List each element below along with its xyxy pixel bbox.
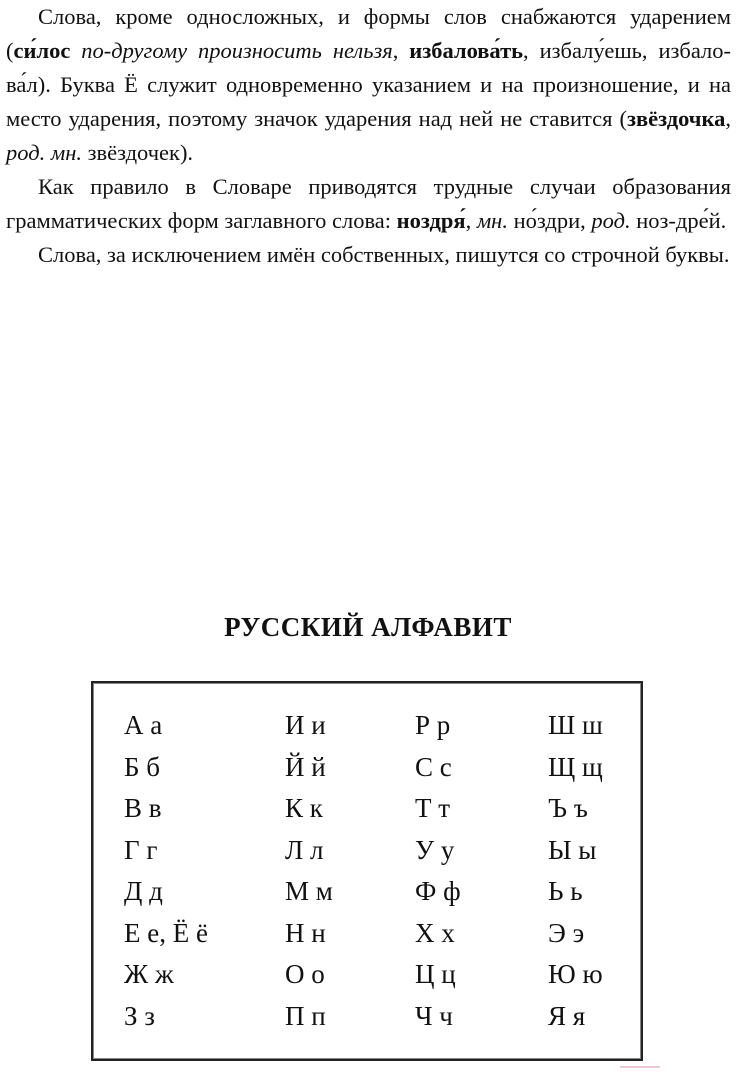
italic-note: род. мн. <box>6 140 82 165</box>
headword: избалова́ть <box>409 38 524 63</box>
text-run: , <box>725 106 731 131</box>
alphabet-letter: Ю ю <box>548 959 603 989</box>
alphabet-column-4 <box>548 705 603 1037</box>
alphabet-letter: Ц ц <box>415 959 456 989</box>
alphabet-letter: Р р <box>415 710 451 740</box>
text-run: звёздочек). <box>81 140 194 165</box>
text-run: но́здри, <box>507 208 592 233</box>
alphabet-letter: Ъ ъ <box>548 793 588 823</box>
alphabet-letter: Б б <box>124 751 160 782</box>
alphabet-letter: Д д <box>124 876 163 906</box>
alphabet-letter: К к <box>285 793 323 823</box>
italic-note: род. <box>591 208 631 233</box>
headword: си́лос <box>13 38 71 63</box>
text-run: ноз-дре́й. <box>630 208 727 233</box>
alphabet-letter: Я я <box>548 1000 586 1031</box>
alphabet-letter: М м <box>285 876 333 906</box>
alphabet-column-2 <box>285 705 333 1037</box>
italic-note: по-другому произносить нельзя <box>81 38 393 63</box>
alphabet-letter: Ы ы <box>548 834 597 865</box>
alphabet-title: РУССКИЙ АЛФАВИТ <box>224 612 512 642</box>
text-run: , избалу́ешь, избало-ва́л). Буква Ё служит одновременно указанием и на произношение, и на место ударения, поэтому значок ударения над ней не ставится ( <box>6 38 731 131</box>
alphabet-letter: П п <box>285 1000 326 1031</box>
alphabet-letter: Л л <box>285 834 324 865</box>
alphabet-letter: З з <box>124 1000 155 1031</box>
alphabet-column-3 <box>415 705 461 1037</box>
text-run: , <box>465 208 477 233</box>
alphabet-letter: Г г <box>124 834 158 865</box>
text-run: Как правило в Словаре приводятся трудные случаи образования грамматических форм заглавного слова: <box>6 174 731 233</box>
text-run: Слова, за исключением имён собственных, пишутся со строчной буквы. <box>38 242 730 267</box>
alphabet-letter: Ь ь <box>548 876 583 906</box>
alphabet-letter: Е е, Ё ё <box>124 917 208 948</box>
alphabet-letter: Э э <box>548 917 585 948</box>
alphabet-letter: Ф ф <box>415 876 461 906</box>
alphabet-letter: А а <box>124 710 163 740</box>
page-edge-mark <box>620 1066 660 1068</box>
alphabet-letter: Щ щ <box>548 751 603 782</box>
text-run <box>70 38 81 63</box>
paragraph-grammar-forms <box>6 170 731 238</box>
text-run: , <box>392 38 410 63</box>
alphabet-letter: Н н <box>285 917 326 948</box>
alphabet-letter: Ж ж <box>124 959 174 989</box>
alphabet-letter: Х х <box>415 917 455 948</box>
alphabet-letter: Й й <box>285 751 326 782</box>
paragraph-lowercase <box>6 238 731 272</box>
alphabet-letter: У у <box>415 834 455 865</box>
alphabet-letter: С с <box>415 751 452 782</box>
alphabet-table <box>91 681 643 1061</box>
alphabet-letter: Ч ч <box>415 1000 453 1031</box>
alphabet-column-1 <box>124 705 208 1037</box>
headword: звёздочка <box>626 106 726 131</box>
alphabet-letter: О о <box>285 959 325 989</box>
intro-text <box>6 0 731 272</box>
text-run: Слова, кроме односложных, и формы слов снабжаются ударением ( <box>6 4 731 63</box>
alphabet-letter: Т т <box>415 793 451 823</box>
italic-note: мн. <box>476 208 508 233</box>
paragraph-stress <box>6 0 731 170</box>
alphabet-letter: Ш ш <box>548 710 603 740</box>
alphabet-letter: В в <box>124 793 162 823</box>
alphabet-letter: И и <box>285 710 326 740</box>
headword: ноздря́ <box>396 208 466 233</box>
